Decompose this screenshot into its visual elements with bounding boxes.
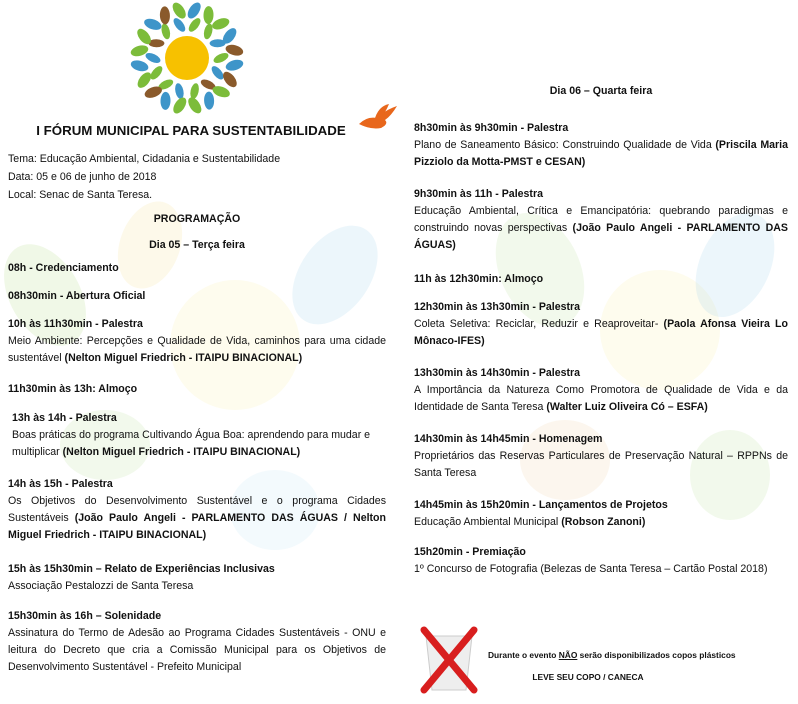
item-description: 1º Concurso de Fotografia (Belezas de Santa Teresa – Cartão Postal 2018) — [414, 563, 768, 575]
item-time: 15h30min às 16h – Solenidade — [8, 610, 162, 622]
day2-item — [414, 431, 788, 482]
item-description: Plano de Saneamento Básico: Construindo Qualidade de Vida (Priscila Maria Pizziolo da Motta-PMST e CESAN) — [414, 139, 788, 168]
item-description: Os Objetivos do Desenvolvimento Sustentável e o programa Cidades Sustentáveis (João Paulo Angeli - PARLAMENTO DAS ÁGUAS / Nelton Miguel Friedrich - ITAIPU BINACIONAL) — [8, 495, 386, 541]
item-time: 10h às 11h30min - Palestra — [8, 318, 143, 330]
day1-item — [8, 381, 386, 398]
day2-heading: Dia 06 – Quarta feira — [549, 85, 653, 97]
day1-item — [12, 410, 386, 461]
item-description: Educação Ambiental Municipal (Robson Zanoni) — [414, 516, 646, 528]
programacao-heading: PROGRAMAÇÃO — [153, 213, 241, 225]
item-time: 08h - Credenciamento — [8, 262, 119, 274]
tema-line: Tema: Educação Ambiental, Cidadania e Sustentabilidade — [8, 153, 281, 165]
day1-item — [8, 316, 386, 367]
item-time: 13h30min às 14h30min - Palestra — [414, 367, 581, 379]
item-time: 9h30min às 11h - Palestra — [414, 188, 543, 200]
item-description: Meio Ambiente: Percepções e Qualidade de Vida, caminhos para uma cidade sustentável (Nelton Miguel Friedrich - ITAIPU BINACIONAL) — [8, 335, 386, 364]
item-time: 14h45min às 15h20min - Lançamentos de Projetos — [414, 499, 668, 511]
item-time: 15h às 15h30min – Relato de Experiências Inclusivas — [8, 563, 275, 575]
day1-heading: Dia 05 – Terça feira — [149, 239, 245, 251]
item-speaker: (João Paulo Angeli - PARLAMENTO DAS ÁGUAS / Nelton Miguel Friedrich - ITAIPU BINACIONAL) — [8, 512, 386, 541]
day2-item — [414, 120, 788, 171]
day1-item — [8, 476, 386, 544]
item-time: 11h30min às 13h: Almoço — [8, 383, 138, 395]
item-time: 14h30min às 14h45min - Homenagem — [414, 433, 603, 445]
data-line: Data: 05 e 06 de junho de 2018 — [8, 171, 157, 183]
item-speaker: (Nelton Miguel Friedrich - ITAIPU BINACIONAL) — [64, 352, 303, 364]
day1-item — [8, 561, 386, 595]
item-speaker: (Nelton Miguel Friedrich - ITAIPU BINACIONAL) — [62, 446, 301, 458]
bring-cup-notice: LEVE SEU COPO / CANECA — [532, 672, 644, 682]
forum-logo — [128, 2, 246, 114]
local-line: Local: Senac de Santa Teresa. — [8, 189, 153, 201]
item-description: Assinatura do Termo de Adesão ao Programa Cidades Sustentáveis - ONU e leitura do Decreto que cria a Comissão Municipal para os Objetivos de Desenvolvimento Sustentável - Prefeito Municipal — [8, 627, 386, 673]
item-description: Associação Pestalozzi de Santa Teresa — [8, 580, 194, 592]
day1-item — [8, 608, 386, 676]
day2-item — [414, 365, 788, 416]
item-time: 14h às 15h - Palestra — [8, 478, 113, 490]
item-speaker: (Robson Zanoni) — [561, 516, 646, 528]
item-description: Proprietários das Reservas Particulares de Preservação Natural – RPPNs de Santa Teresa — [414, 450, 788, 479]
item-time: 08h30min - Abertura Oficial — [8, 290, 146, 302]
page-title: I FÓRUM MUNICIPAL PARA SUSTENTABILIDADE — [36, 123, 346, 138]
notice-emphasis: NÃO — [558, 650, 578, 660]
day2-item — [414, 544, 788, 578]
item-description: A Importância da Natureza Como Promotora de Qualidade de Vida e da Identidade de Santa Teresa (Walter Luiz Oliveira Có – ESFA) — [414, 384, 788, 413]
item-time: 13h às 14h - Palestra — [12, 412, 117, 424]
item-speaker: (Walter Luiz Oliveira Có – ESFA) — [546, 401, 708, 413]
item-time: 15h20min - Premiação — [414, 546, 526, 558]
day2-item — [414, 186, 788, 254]
day2-item — [414, 299, 788, 350]
day1-item — [8, 260, 386, 277]
item-time: 12h30min às 13h30min - Palestra — [414, 301, 581, 313]
day2-item — [414, 271, 788, 288]
day1-item — [8, 288, 386, 305]
item-speaker: (João Paulo Angeli - PARLAMENTO DAS ÁGUAS) — [414, 222, 788, 251]
item-description: Boas práticas do programa Cultivando Água Boa: aprendendo para mudar e multiplicar (Nelton Miguel Friedrich - ITAIPU BINACIONAL) — [12, 429, 371, 458]
item-time: 8h30min às 9h30min - Palestra — [414, 122, 569, 134]
no-plastic-cup-icon — [418, 626, 480, 694]
item-speaker: (Paola Afonsa Vieira Lo Mônaco-IFES) — [414, 318, 788, 347]
item-description: Coleta Seletiva: Reciclar, Reduzir e Reaproveitar- (Paola Afonsa Vieira Lo Mônaco-IFES) — [414, 318, 788, 347]
item-time: 11h às 12h30min: Almoço — [414, 273, 544, 285]
item-speaker: (Priscila Maria Pizziolo da Motta-PMST e CESAN) — [414, 139, 788, 168]
item-description: Educação Ambiental, Crítica e Emancipatória: quebrando paradigmas e construindo novas perspectivas (João Paulo Angeli - PARLAMENTO DAS ÁGUAS) — [414, 205, 788, 251]
plastic-cup-notice: Durante o evento NÃO serão disponibilizados copos plásticos — [488, 650, 736, 660]
day2-item — [414, 497, 788, 531]
